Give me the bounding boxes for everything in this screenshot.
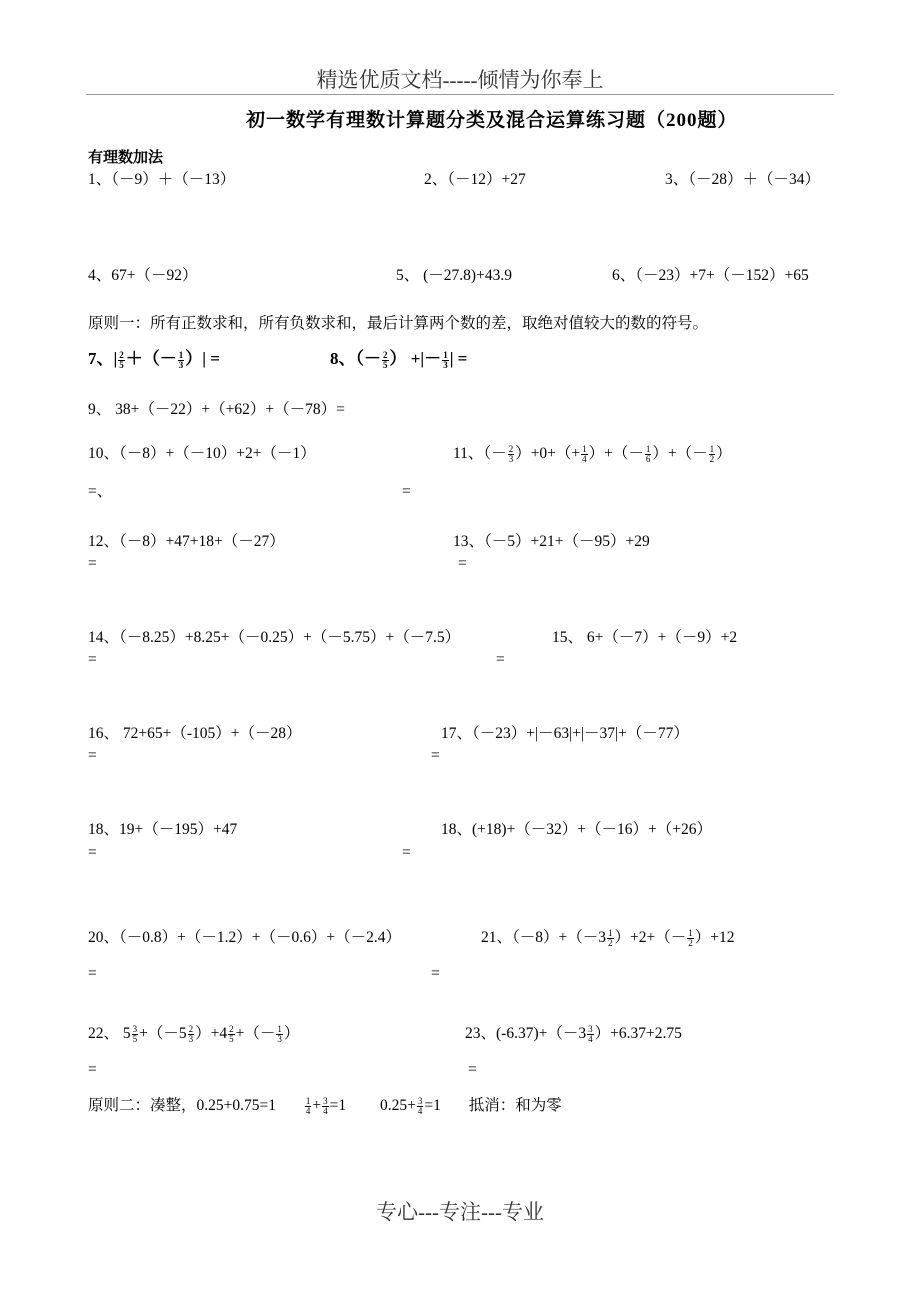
answer-13: = — [458, 555, 467, 572]
fraction-2-3: $\frac{2}{3}$ — [188, 1023, 194, 1044]
question-22 — [88, 1024, 299, 1044]
rule-two-part-e: =1 — [424, 1097, 441, 1114]
question-21 — [481, 928, 734, 948]
question-22-part-a: 22、 5 — [88, 1025, 131, 1042]
fraction-3-4: $\frac{3}{4}$ — [588, 1023, 593, 1044]
question-22-part-b: +（－5 — [139, 1025, 187, 1042]
question-2: 2、（－12）+27 — [424, 171, 526, 188]
question-13: 13、（－5）+21+（－95）+29 — [453, 533, 650, 550]
question-9: 9、 38+（－22）+（+62）+（－78）= — [88, 401, 345, 418]
question-8-part-b: ） +|－ — [389, 349, 442, 368]
question-11-part-e: ） — [716, 445, 732, 462]
fraction-1-2: $\frac{1}{2}$ — [688, 927, 693, 948]
fraction-2-5: $\frac{2}{5}$ — [383, 349, 388, 370]
question-14: 14、（－8.25）+8.25+（－0.25）+（－5.75）+（－7.5） — [88, 629, 461, 646]
question-23-part-b: ）+6.37+2.75 — [594, 1025, 682, 1042]
question-22-part-d: +（－ — [235, 1025, 276, 1042]
rule-two-part-c: =1 — [329, 1097, 347, 1114]
fraction-2-5: $\frac{2}{5}$ — [119, 349, 124, 370]
question-5: 5、 (－27.8)+43.9 — [396, 267, 512, 284]
fraction-3-4: $\frac{3}{4}$ — [323, 1095, 328, 1116]
rule-two — [88, 1096, 562, 1116]
page-footer: 专心---专注---专业 — [376, 1200, 544, 1224]
fraction-1-3: $\frac{1}{3}$ — [443, 349, 448, 370]
question-11 — [453, 444, 732, 464]
question-11-part-c: ）+（－ — [588, 445, 644, 462]
header-divider — [86, 94, 834, 95]
fraction-1-2: $\frac{1}{2}$ — [709, 443, 715, 464]
rule-two-part-f: 抵消：和为零 — [468, 1097, 562, 1114]
question-20: 20、（－0.8）+（－1.2）+（－0.6）+（－2.4） — [88, 929, 401, 946]
fraction-1-3: $\frac{1}{3}$ — [178, 349, 184, 370]
fraction-1-4: $\frac{1}{4}$ — [582, 443, 587, 464]
rule-one: 原则一：所有正数求和，所有负数求和，最后计算两个数的差，取绝对值较大的数的符号。 — [88, 315, 709, 332]
question-7 — [88, 348, 220, 370]
fraction-2-3: $\frac{2}{3}$ — [508, 443, 514, 464]
question-6: 6、（－23）+7+（－152）+65 — [612, 267, 809, 284]
rule-two-part-d: 0.25+ — [379, 1097, 416, 1114]
page-header: 精选优质文档-----倾情为你奉上 — [316, 68, 604, 92]
question-23-part-a: 23、(-6.37)+（－3 — [465, 1025, 587, 1042]
answer-17: = — [431, 747, 440, 764]
question-12: 12、（－8）+47+18+（－27） — [88, 533, 285, 550]
fraction-1-2: $\frac{1}{2}$ — [608, 927, 613, 948]
question-22-part-c: ）+4 — [195, 1025, 228, 1042]
question-8-part-a: 8、（－ — [330, 349, 381, 368]
question-23 — [465, 1024, 682, 1044]
answer-23: = — [468, 1061, 477, 1078]
fraction-3-5: $\frac{3}{5}$ — [132, 1023, 138, 1044]
answer-14: = — [88, 651, 97, 668]
page-title: 初一数学有理数计算题分类及混合运算练习题（200题） — [246, 110, 738, 131]
question-18b: 18、(+18)+（－32）+（－16）+（+26） — [441, 821, 713, 838]
question-1: 1、（－9）＋（－13） — [88, 171, 236, 188]
question-22-part-e: ） — [283, 1025, 300, 1042]
question-10: 10、（－8）+（－10）+2+（－1） — [88, 445, 316, 462]
rule-two-part-a: 原则二：凑整，0.25+0.75=1 — [88, 1097, 276, 1114]
question-21-part-b: ）+2+（－ — [614, 929, 687, 946]
answer-11: = — [402, 483, 411, 500]
question-8 — [330, 348, 467, 370]
question-11-part-a: 11、（－ — [453, 445, 507, 462]
question-18: 18、19+（－195）+47 — [88, 821, 238, 838]
question-16: 16、 72+65+（-105）+（－28） — [88, 725, 302, 742]
fraction-1-4: $\frac{1}{4}$ — [305, 1095, 311, 1116]
question-21-part-a: 21、（－8）+（－3 — [481, 929, 606, 946]
answer-16: = — [88, 747, 97, 764]
question-4: 4、67+（－92） — [88, 267, 198, 284]
fraction-3-4: $\frac{3}{4}$ — [417, 1095, 423, 1116]
answer-15: = — [496, 651, 505, 668]
question-11-part-d: ）+（－ — [652, 445, 708, 462]
answer-18: = — [88, 844, 97, 861]
question-7-part-c: ）| = — [185, 349, 220, 368]
rule-two-part-b: + — [312, 1097, 322, 1114]
question-7-part-a: 7、| — [88, 349, 118, 368]
answer-18b: = — [402, 844, 411, 861]
question-3: 3、（－28）＋（－34） — [665, 171, 821, 188]
question-15: 15、 6+（－7）+（－9）+2 — [552, 629, 738, 646]
answer-20: = — [88, 965, 97, 982]
answer-21: = — [431, 965, 440, 982]
fraction-1-6: $\frac{1}{6}$ — [645, 443, 651, 464]
answer-22: = — [88, 1061, 97, 1078]
question-11-part-b: ）+0+（+ — [515, 445, 581, 462]
answer-12: = — [88, 555, 97, 572]
question-17: 17、（－23）+|－63|+|－37|+（－77） — [441, 725, 689, 742]
question-8-part-c: | = — [449, 349, 468, 368]
question-7-part-b: ＋（－ — [125, 349, 177, 368]
section-heading: 有理数加法 — [88, 150, 164, 166]
answer-10: =、 — [88, 483, 113, 500]
fraction-1-3: $\frac{1}{3}$ — [277, 1023, 282, 1044]
fraction-2-5: $\frac{2}{5}$ — [229, 1023, 234, 1044]
question-21-part-c: ）+12 — [694, 929, 735, 946]
